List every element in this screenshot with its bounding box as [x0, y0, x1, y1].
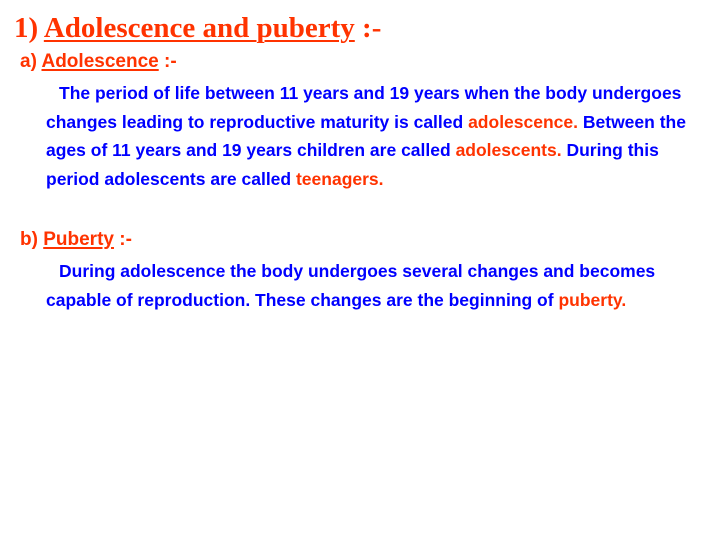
- section-heading-text: Adolescence: [41, 51, 159, 72]
- paragraph-text: The period of life between 11 years and 19 years when the body undergoes changes leading to reproductive maturity is called: [46, 83, 682, 132]
- paragraph-text: During adolescence the body undergoes several changes and becomes capable of reproduction. These changes are the beginning of: [46, 261, 656, 310]
- title-suffix: :-: [362, 12, 382, 44]
- title-text: Adolescence and puberty: [43, 12, 355, 44]
- term-puberty: puberty.: [558, 289, 627, 310]
- term-adolescence: adolescence.: [468, 111, 578, 132]
- slide-title: [14, 10, 381, 46]
- paragraph-text: During this period adolescents are called: [46, 140, 659, 189]
- section-heading-text: Puberty: [43, 229, 114, 250]
- adolescence-paragraph: [46, 79, 686, 193]
- term-teenagers: teenagers.: [295, 168, 384, 189]
- section-heading-puberty: [20, 228, 132, 252]
- term-adolescents: adolescents.: [455, 140, 562, 160]
- section-label: b): [20, 229, 38, 250]
- section-suffix: :-: [119, 229, 132, 250]
- puberty-paragraph: [46, 257, 686, 314]
- paragraph-text: Between the ages of 11 years and 19 years children are called: [46, 111, 686, 160]
- section-heading-adolescence: [20, 50, 177, 74]
- section-label: a): [20, 51, 37, 72]
- title-number: 1): [14, 12, 39, 44]
- section-suffix: :-: [164, 51, 177, 72]
